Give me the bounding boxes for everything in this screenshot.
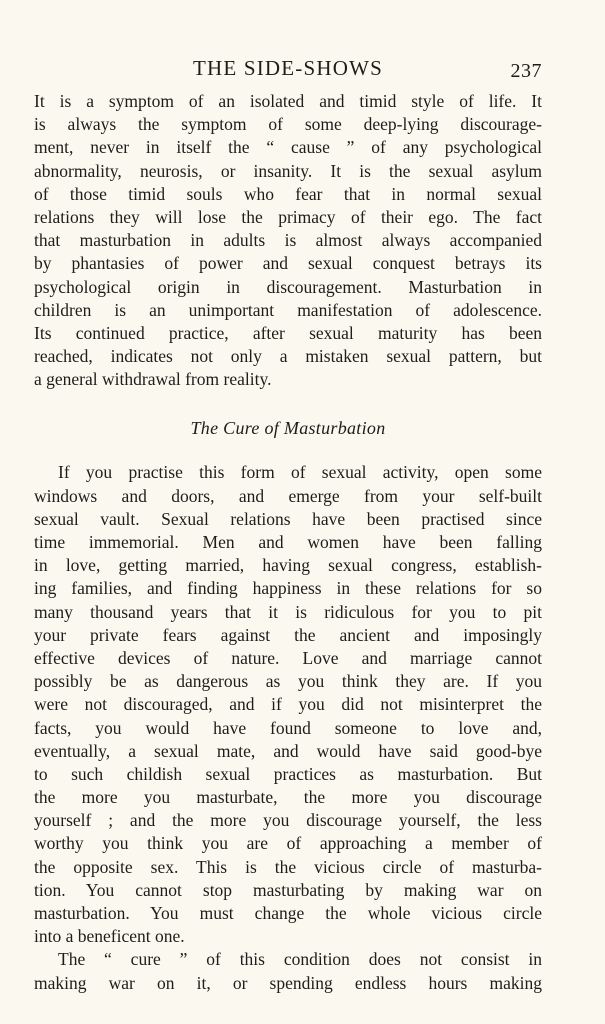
page-number: 237: [510, 60, 542, 82]
running-head: [34, 56, 542, 90]
text-line: making war on it, or spending endless hours making: [34, 972, 542, 993]
book-page: [34, 56, 542, 995]
text-line: possibly be as dangerous as you think they are. If you: [34, 671, 542, 692]
text-line: windows and doors, and emerge from your self-built: [34, 485, 542, 506]
text-line: the more you masturbate, the more you discourage: [34, 787, 542, 808]
text-line: If you practise this form of sexual activity, open some: [58, 462, 542, 483]
text-line: sexual vault. Sexual relations have been practised since: [34, 508, 542, 529]
paragraph-3: [34, 948, 542, 994]
text-line: facts, you would have found someone to love and,: [34, 717, 542, 738]
text-line: tion. You cannot stop masturbating by making war on: [34, 879, 542, 900]
text-line: relations they will lose the primacy of their ego. The fact: [34, 206, 542, 227]
text-line: reached, indicates not only a mistaken sexual pattern, but: [34, 346, 542, 367]
paragraph-2: [34, 461, 542, 948]
text-line: effective devices of nature. Love and marriage cannot: [34, 647, 542, 668]
text-line: your private fears against the ancient and imposingly: [34, 624, 542, 645]
text-line: is always the symptom of some deep-lying discourage-: [34, 114, 542, 135]
text-line: a general withdrawal from reality.: [34, 369, 272, 390]
text-line: The “ cure ” of this condition does not consist in: [58, 949, 542, 970]
text-line: eventually, a sexual mate, and would have said good-bye: [34, 740, 542, 761]
running-title: THE SIDE-SHOWS: [192, 56, 384, 80]
section-heading: The Cure of Masturbation: [190, 418, 386, 439]
text-line: time immemorial. Men and women have been falling: [34, 532, 542, 552]
text-line: to such childish sexual practices as masturbation. But: [34, 763, 542, 784]
text-line: abnormality, neurosis, or insanity. It is the sexual asylum: [34, 160, 542, 181]
paragraph-1: [34, 90, 542, 391]
text-line: of those timid souls who fear that in normal sexual: [34, 183, 542, 204]
text-line: children is an unimportant manifestation of adolescence.: [34, 299, 542, 320]
text-line: were not discouraged, and if you did not misinterpret the: [34, 694, 542, 715]
text-line: Its continued practice, after sexual maturity has been: [34, 322, 542, 343]
text-line: It is a symptom of an isolated and timid style of life. It: [34, 91, 542, 111]
text-line: into a beneficent one.: [34, 926, 185, 947]
text-line: worthy you think you are of approaching a member of: [34, 833, 542, 854]
text-line: many thousand years that it is ridiculous for you to pit: [34, 601, 542, 622]
text-line: psychological origin in discouragement. Masturbation in: [34, 276, 542, 297]
text-line: the opposite sex. This is the vicious circle of masturba-: [34, 856, 542, 877]
text-line: ment, never in itself the “ cause ” of any psychological: [34, 137, 542, 158]
text-line: in love, getting married, having sexual congress, establish-: [34, 555, 542, 576]
text-line: ing families, and finding happiness in these relations for so: [34, 578, 542, 599]
text-line: masturbation. You must change the whole vicious circle: [34, 903, 542, 923]
text-line: by phantasies of power and sexual conquest betrays its: [34, 253, 542, 274]
text-line: that masturbation in adults is almost always accompanied: [34, 230, 542, 251]
text-line: yourself ; and the more you discourage yourself, the less: [34, 810, 542, 831]
